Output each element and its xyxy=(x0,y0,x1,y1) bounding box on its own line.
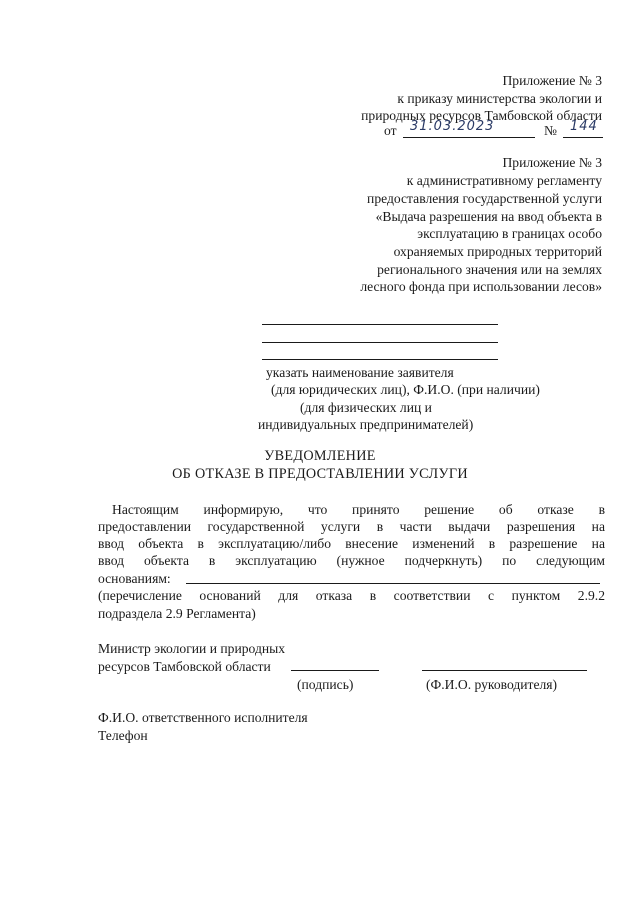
name-blank-line xyxy=(422,670,587,671)
executor-name-label: Ф.И.О. ответственного исполнителя xyxy=(98,710,308,725)
order-number-label: № xyxy=(544,123,557,138)
order-appendix-line-1: Приложение № 3 xyxy=(502,73,602,88)
reg-appendix-line-8: лесного фонда при использовании лесов» xyxy=(360,279,602,294)
applicant-caption-3: (для физических лиц и xyxy=(300,400,432,415)
reg-appendix-line-3: предоставления государственной услуги xyxy=(367,191,602,206)
applicant-blank-line-2 xyxy=(262,342,498,343)
applicant-blank-line-3 xyxy=(262,359,498,360)
order-appendix-line-2: к приказу министерства экологии и xyxy=(397,91,602,106)
order-date-value: 31.03.2023 xyxy=(410,119,495,134)
signer-title-line-1: Министр экологии и природных xyxy=(98,641,286,656)
signature-blank-line xyxy=(291,670,379,671)
order-date-label: от xyxy=(384,123,397,138)
order-number-underline xyxy=(563,137,603,138)
order-date-underline xyxy=(403,137,535,138)
executor-phone-label: Телефон xyxy=(98,728,148,743)
signature-caption: (подпись) xyxy=(297,677,354,692)
grounds-label: основаниям: xyxy=(98,571,171,586)
applicant-caption-1: указать наименование заявителя xyxy=(266,365,454,380)
applicant-blank-line-1 xyxy=(262,324,498,325)
grounds-note-line-2: подраздела 2.9 Регламента) xyxy=(98,606,256,621)
reg-appendix-line-7: регионального значения или на землях xyxy=(377,262,602,277)
applicant-caption-2: (для юридических лиц), Ф.И.О. (при наличии) xyxy=(271,382,540,397)
body-line-2: предоставлении государственной услуги в части выдачи разрешения на xyxy=(98,519,605,534)
name-caption: (Ф.И.О. руководителя) xyxy=(426,677,558,692)
body-line-1: Настоящим информирую, что принято решение об отказе в xyxy=(112,502,605,517)
grounds-note-line-1: (перечисление оснований для отказа в соответствии с пунктом 2.9.2 xyxy=(98,588,605,603)
body-line-4: ввод объекта в эксплуатацию (нужное подчеркнуть) по следующим xyxy=(98,553,605,568)
notice-title-line-2: ОБ ОТКАЗЕ В ПРЕДОСТАВЛЕНИИ УСЛУГИ xyxy=(172,466,468,482)
reg-appendix-line-2: к административному регламенту xyxy=(406,173,602,188)
reg-appendix-line-5: эксплуатацию в границах особо xyxy=(417,226,602,241)
signer-title-line-2: ресурсов Тамбовской области xyxy=(98,659,271,674)
order-number-value: 144 xyxy=(570,119,598,134)
body-line-3: ввод объекта в эксплуатацию/либо внесение изменений в разрешение на xyxy=(98,536,605,551)
reg-appendix-line-1: Приложение № 3 xyxy=(502,155,602,170)
grounds-blank-line xyxy=(186,583,600,584)
reg-appendix-line-4: «Выдача разрешения на ввод объекта в xyxy=(375,209,602,224)
reg-appendix-line-6: охраняемых природных территорий xyxy=(393,244,602,259)
notice-title-line-1: УВЕДОМЛЕНИЕ xyxy=(264,448,376,464)
order-appendix-line-3: природных ресурсов Тамбовской области xyxy=(361,108,602,123)
applicant-caption-4: индивидуальных предпринимателей) xyxy=(258,417,474,432)
